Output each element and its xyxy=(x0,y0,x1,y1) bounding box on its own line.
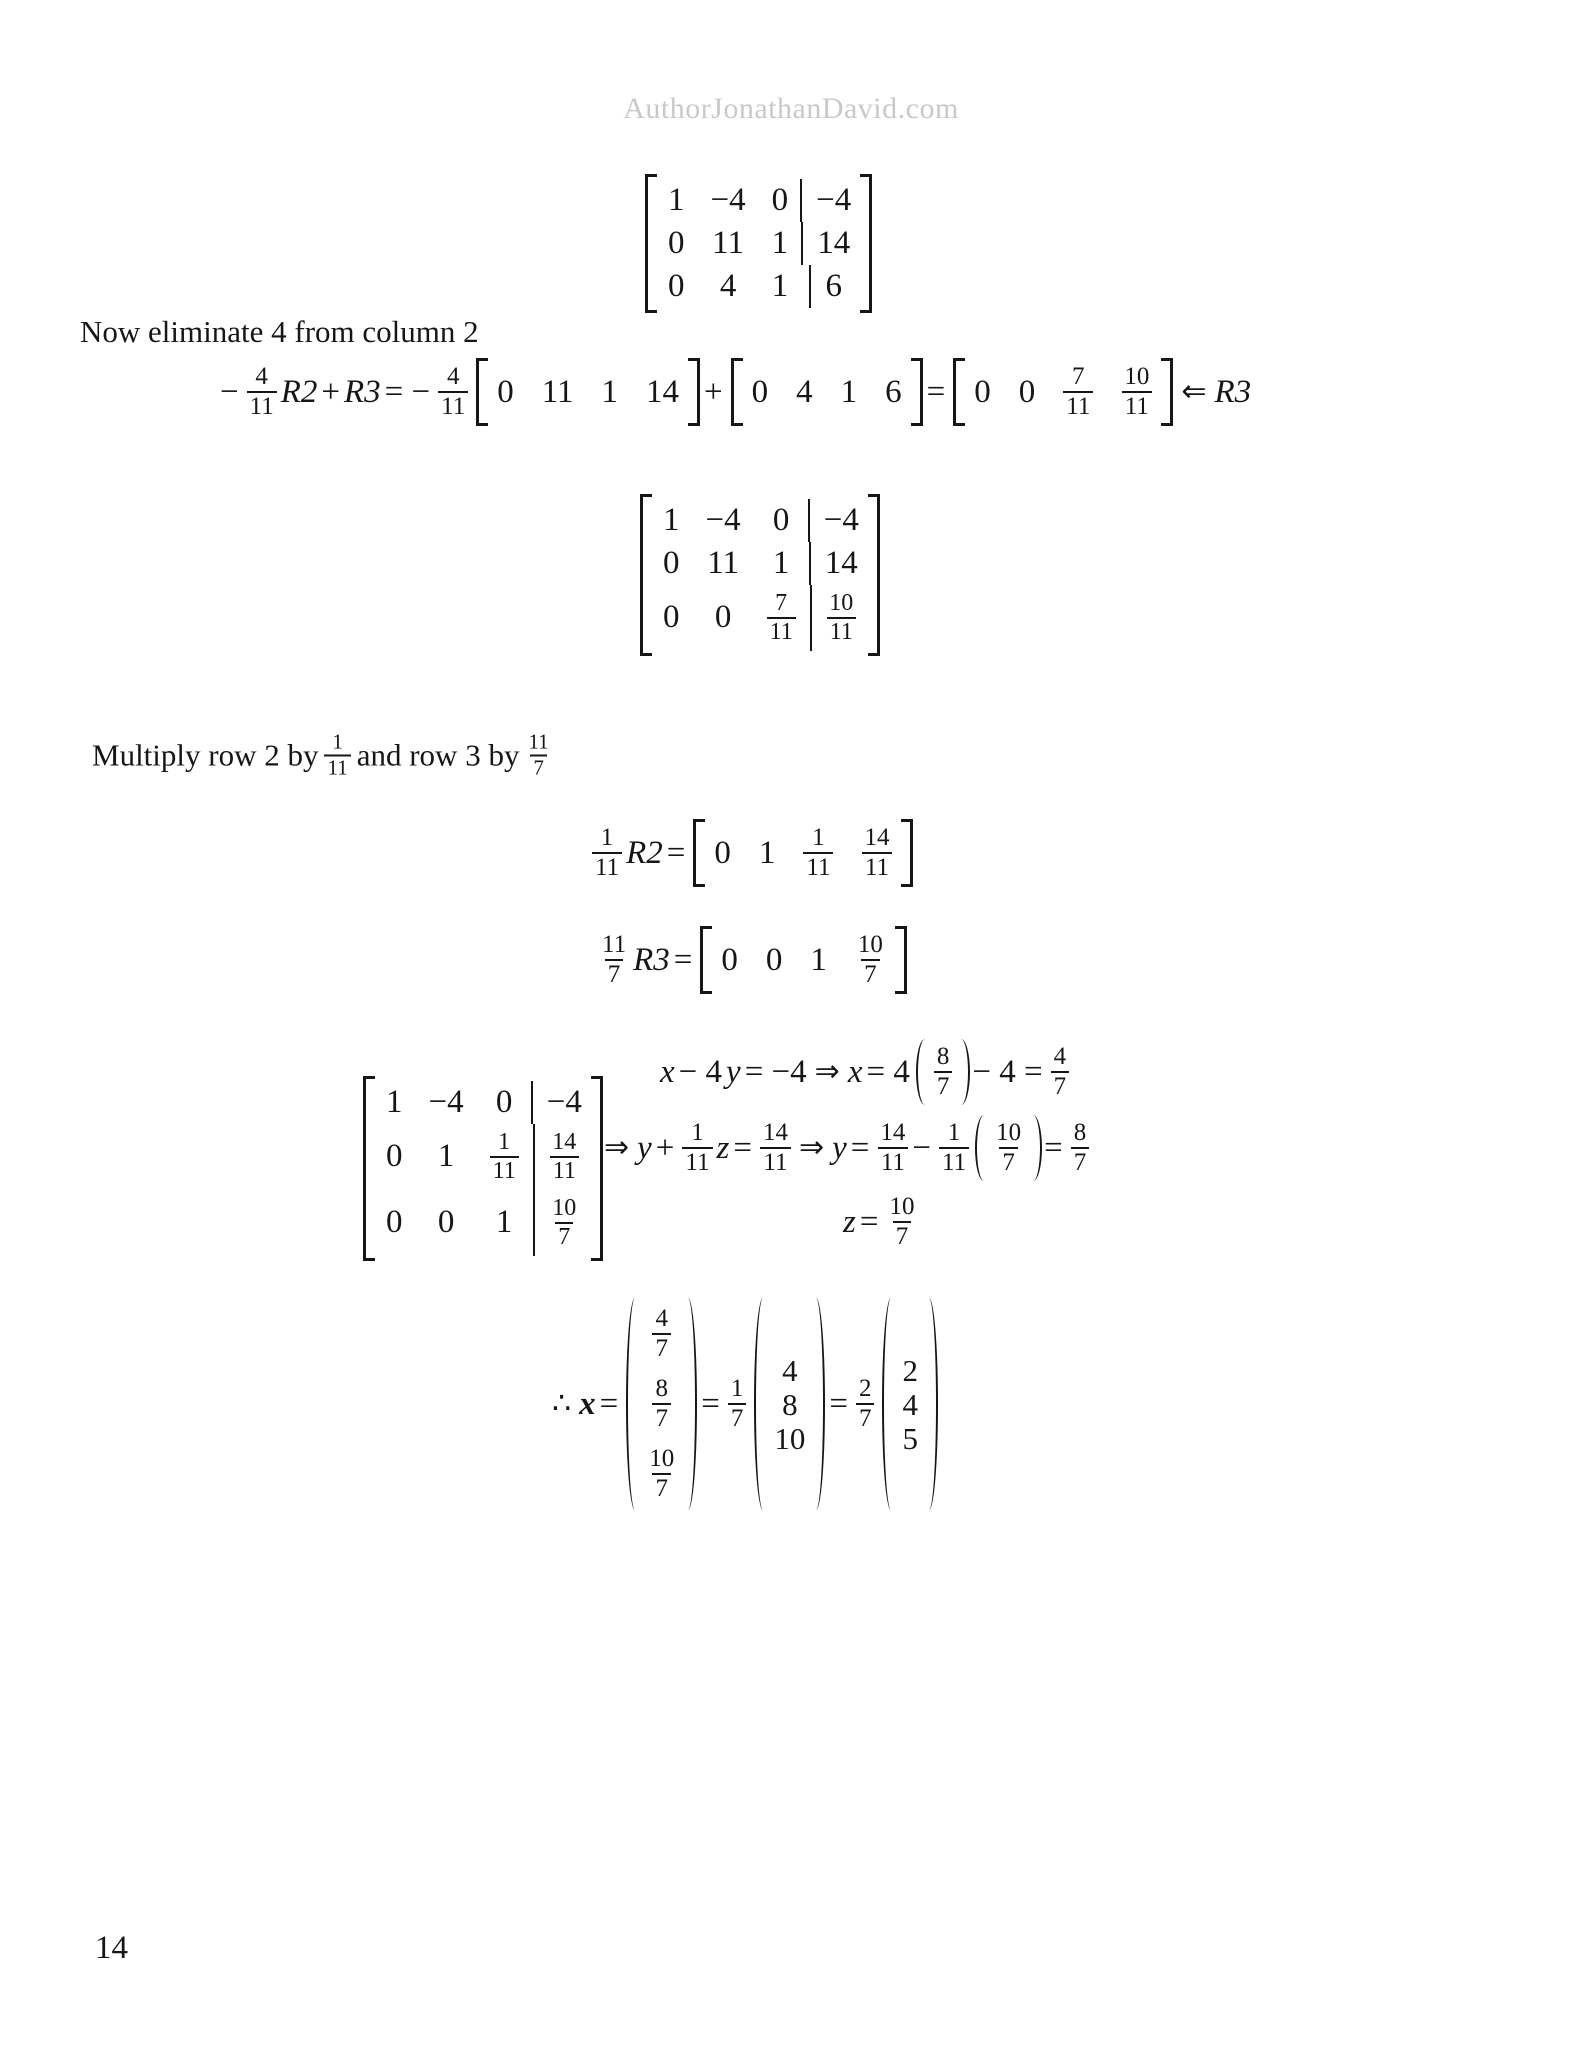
right-bracket xyxy=(895,926,907,994)
matrix-cell: −4 xyxy=(705,502,741,538)
equals-sign: = xyxy=(599,1385,619,1422)
right-bracket xyxy=(868,494,880,656)
matrix-cell: 0 xyxy=(386,1204,403,1241)
augmented-matrix-2 xyxy=(640,494,880,656)
matrix-cell: 4 xyxy=(719,268,737,304)
fraction: $\frac{8}{7}$ xyxy=(934,1043,953,1101)
right-bracket xyxy=(1161,358,1173,426)
matrix-cell xyxy=(767,585,796,651)
right-double-arrow-icon: ⇒ xyxy=(798,1130,825,1165)
fraction: $\frac{14}{11}$ xyxy=(877,1119,908,1177)
watermark: AuthorJonathanDavid.com xyxy=(623,92,959,125)
fraction: $\frac{4}{7}$ xyxy=(652,1305,671,1363)
plus-sign: + xyxy=(655,1129,675,1166)
solve-x-equation: x − 4 y = −4 ⇒ x = 4 $\frac{8}{7}$ − 4 = $\frac{4}{7}$ xyxy=(660,1039,1073,1105)
fraction: $\frac{1}{11}$ xyxy=(803,824,833,882)
matrix-cell-augmented xyxy=(533,1124,579,1190)
augmented-matrix-1 xyxy=(645,174,872,313)
plus-sign: + xyxy=(704,373,723,410)
parenthesized-fraction xyxy=(975,1115,1042,1181)
row-operation-equation xyxy=(220,358,1255,426)
left-bracket xyxy=(645,174,657,313)
matrix-cell: 1 xyxy=(772,545,790,581)
scale-row3-equation xyxy=(595,926,911,994)
fraction: $\frac{10}{7}$ xyxy=(857,931,883,988)
matrix-cell: 0 xyxy=(437,1204,455,1241)
fraction: $\frac{10}{7}$ xyxy=(552,1194,577,1250)
minus-sign: − xyxy=(220,373,239,410)
variable-y: y xyxy=(832,1129,847,1166)
left-paren xyxy=(626,1298,641,1510)
variable-z: z xyxy=(716,1129,730,1166)
fraction: $\frac{10}{7}$ xyxy=(889,1193,915,1250)
matrix-cell: 0 xyxy=(386,1138,403,1175)
equals-sign: = xyxy=(666,834,686,871)
right-paren xyxy=(1027,1115,1042,1181)
fraction: $\frac{10}{11}$ xyxy=(826,590,856,646)
right-bracket xyxy=(860,174,872,313)
fraction: $\frac{1}{11}$ xyxy=(324,730,350,779)
equals-minus: = − xyxy=(384,373,431,410)
matrix-cell: 0 xyxy=(771,182,789,218)
fraction: $\frac{2}{7}$ xyxy=(856,1375,875,1433)
fraction: $\frac{1}{11}$ xyxy=(592,824,622,882)
matrix-cell: −4 xyxy=(428,1084,464,1120)
matrix-cell: 11 xyxy=(712,225,744,261)
solve-z-equation xyxy=(843,1193,921,1251)
variable-y: y xyxy=(637,1129,652,1166)
fraction: $\frac{11}{7}$ xyxy=(602,931,627,988)
fraction: $\frac{11}{7}$ xyxy=(528,729,549,779)
left-bracket xyxy=(731,358,743,426)
equals-sign: = xyxy=(926,373,946,410)
fraction: $\frac{8}{7}$ xyxy=(1071,1119,1090,1177)
matrix-cell-augmented xyxy=(533,1190,579,1256)
right-double-arrow-icon: ⇒ xyxy=(604,1130,630,1165)
fraction: $\frac{10}{7}$ xyxy=(649,1445,675,1502)
right-bracket xyxy=(901,819,913,887)
solution-column-vector xyxy=(626,1298,697,1510)
equals-sign: = xyxy=(850,1129,870,1166)
matrix-cell: 0 xyxy=(668,268,685,304)
matrix-cell: 1 xyxy=(437,1138,455,1175)
left-paren xyxy=(882,1298,897,1510)
left-double-arrow-icon: ⇐ xyxy=(1181,374,1207,409)
row-label: R2 xyxy=(626,834,663,871)
fraction: $\frac{10}{11}$ xyxy=(1121,363,1152,421)
row-vector: 0 0 1 $\frac{10}{7}$ xyxy=(700,926,907,994)
matrix-cell: 0 xyxy=(663,545,680,581)
step-heading: Now eliminate 4 from column 2 xyxy=(80,314,479,349)
scale-row2-equation xyxy=(588,819,917,887)
page-number: 14 xyxy=(95,1930,128,1966)
matrix-cell-augmented xyxy=(810,585,856,651)
row-vector: 0 4 1 6 xyxy=(731,358,923,426)
matrix-cell-augmented: −4 xyxy=(800,179,851,222)
fraction: $\frac{4}{11}$ xyxy=(438,363,468,421)
matrix-cell-augmented: 14 xyxy=(801,222,850,265)
fraction: $\frac{1}{11}$ xyxy=(490,1129,519,1185)
row-label: R3 xyxy=(344,373,381,410)
variable-y: y xyxy=(726,1053,741,1090)
minus-sign: − xyxy=(912,1129,932,1166)
final-solution-equation xyxy=(548,1298,942,1510)
fraction: $\frac{7}{11}$ xyxy=(1063,363,1093,421)
matrix-cell: −4 xyxy=(710,182,746,218)
variable-z: z xyxy=(843,1203,856,1240)
left-paren xyxy=(754,1298,769,1510)
vector-variable-x: x xyxy=(579,1385,596,1422)
row-vector-result: 0 0 $\frac{7}{11}$ $\frac{10}{11}$ xyxy=(953,358,1173,426)
left-bracket xyxy=(953,358,965,426)
matrix-cell: 0 xyxy=(714,599,732,636)
row-vector: 0 11 1 14 xyxy=(476,358,700,426)
equals-sign: = xyxy=(829,1385,848,1422)
reduced-column-vector: 2 4 5 xyxy=(882,1298,938,1510)
fraction: $\frac{14}{11}$ xyxy=(861,824,892,882)
step-heading-multiply: Multiply row 2 by $\frac{1}{11}$ and row 3 by $\frac{11}{7}$ xyxy=(92,730,558,779)
equals-sign: = xyxy=(733,1129,752,1166)
matrix-cell: 0 xyxy=(772,502,790,538)
plus-sign: + xyxy=(321,373,340,410)
fraction: $\frac{1}{11}$ xyxy=(682,1119,712,1177)
matrix-cell: 1 xyxy=(386,1084,403,1120)
fraction: $\frac{4}{11}$ xyxy=(247,363,277,421)
matrix-cell: 0 xyxy=(668,225,685,261)
therefore-icon: ∴ xyxy=(552,1386,572,1421)
matrix-cell-augmented: 14 xyxy=(809,542,858,585)
row-label: R3 xyxy=(1214,373,1252,410)
parenthesized-fraction xyxy=(916,1039,971,1105)
matrix-cell: 1 xyxy=(663,502,680,538)
left-bracket xyxy=(476,358,488,426)
left-paren xyxy=(975,1115,990,1181)
variable-x: x xyxy=(847,1053,863,1090)
matrix-cell-augmented: −4 xyxy=(808,499,859,542)
matrix-cell: 11 xyxy=(707,545,739,581)
integer-column-vector: 4 8 10 xyxy=(754,1298,825,1510)
matrix-cell xyxy=(490,1124,519,1190)
matrix-cell: 1 xyxy=(771,225,789,261)
left-bracket xyxy=(363,1076,375,1261)
left-bracket xyxy=(640,494,652,656)
right-double-arrow-icon: ⇒ xyxy=(814,1054,840,1089)
matrix-cell: 1 xyxy=(668,182,685,218)
row-label: R2 xyxy=(280,373,318,410)
row-vector: 0 1 $\frac{1}{11}$ $\frac{14}{11}$ xyxy=(693,819,913,887)
fraction: $\frac{1}{11}$ xyxy=(939,1119,969,1177)
equals-sign: = xyxy=(701,1385,720,1422)
fraction: $\frac{10}{7}$ xyxy=(996,1119,1022,1176)
matrix-cell-augmented: −4 xyxy=(531,1081,582,1124)
matrix-cell-augmented: 6 xyxy=(809,265,842,308)
fraction: $\frac{14}{11}$ xyxy=(760,1119,791,1177)
left-paren xyxy=(916,1039,931,1105)
matrix-cell: 1 xyxy=(771,268,789,304)
left-bracket xyxy=(693,819,705,887)
right-paren xyxy=(682,1298,697,1510)
row-label: R3 xyxy=(633,941,670,978)
equals-sign: = xyxy=(673,941,693,978)
matrix-cell: 0 xyxy=(495,1084,513,1120)
variable-x: x xyxy=(660,1053,675,1090)
equals-sign: = xyxy=(859,1203,879,1240)
fraction: $\frac{8}{7}$ xyxy=(652,1375,671,1433)
fraction: $\frac{4}{7}$ xyxy=(1051,1043,1070,1101)
right-bracket xyxy=(688,358,700,426)
matrix-cell: 1 xyxy=(495,1204,513,1241)
right-bracket xyxy=(911,358,923,426)
right-paren xyxy=(810,1298,825,1510)
fraction: $\frac{1}{7}$ xyxy=(728,1375,747,1433)
right-paren xyxy=(923,1298,938,1510)
equals-sign: = xyxy=(1044,1129,1063,1166)
fraction: $\frac{14}{11}$ xyxy=(549,1129,579,1185)
augmented-matrix-3 xyxy=(363,1076,603,1261)
right-paren xyxy=(955,1039,970,1105)
solve-y-equation xyxy=(600,1115,1093,1181)
left-bracket xyxy=(700,926,712,994)
fraction: $\frac{7}{11}$ xyxy=(767,590,796,646)
matrix-cell: 0 xyxy=(663,599,680,636)
